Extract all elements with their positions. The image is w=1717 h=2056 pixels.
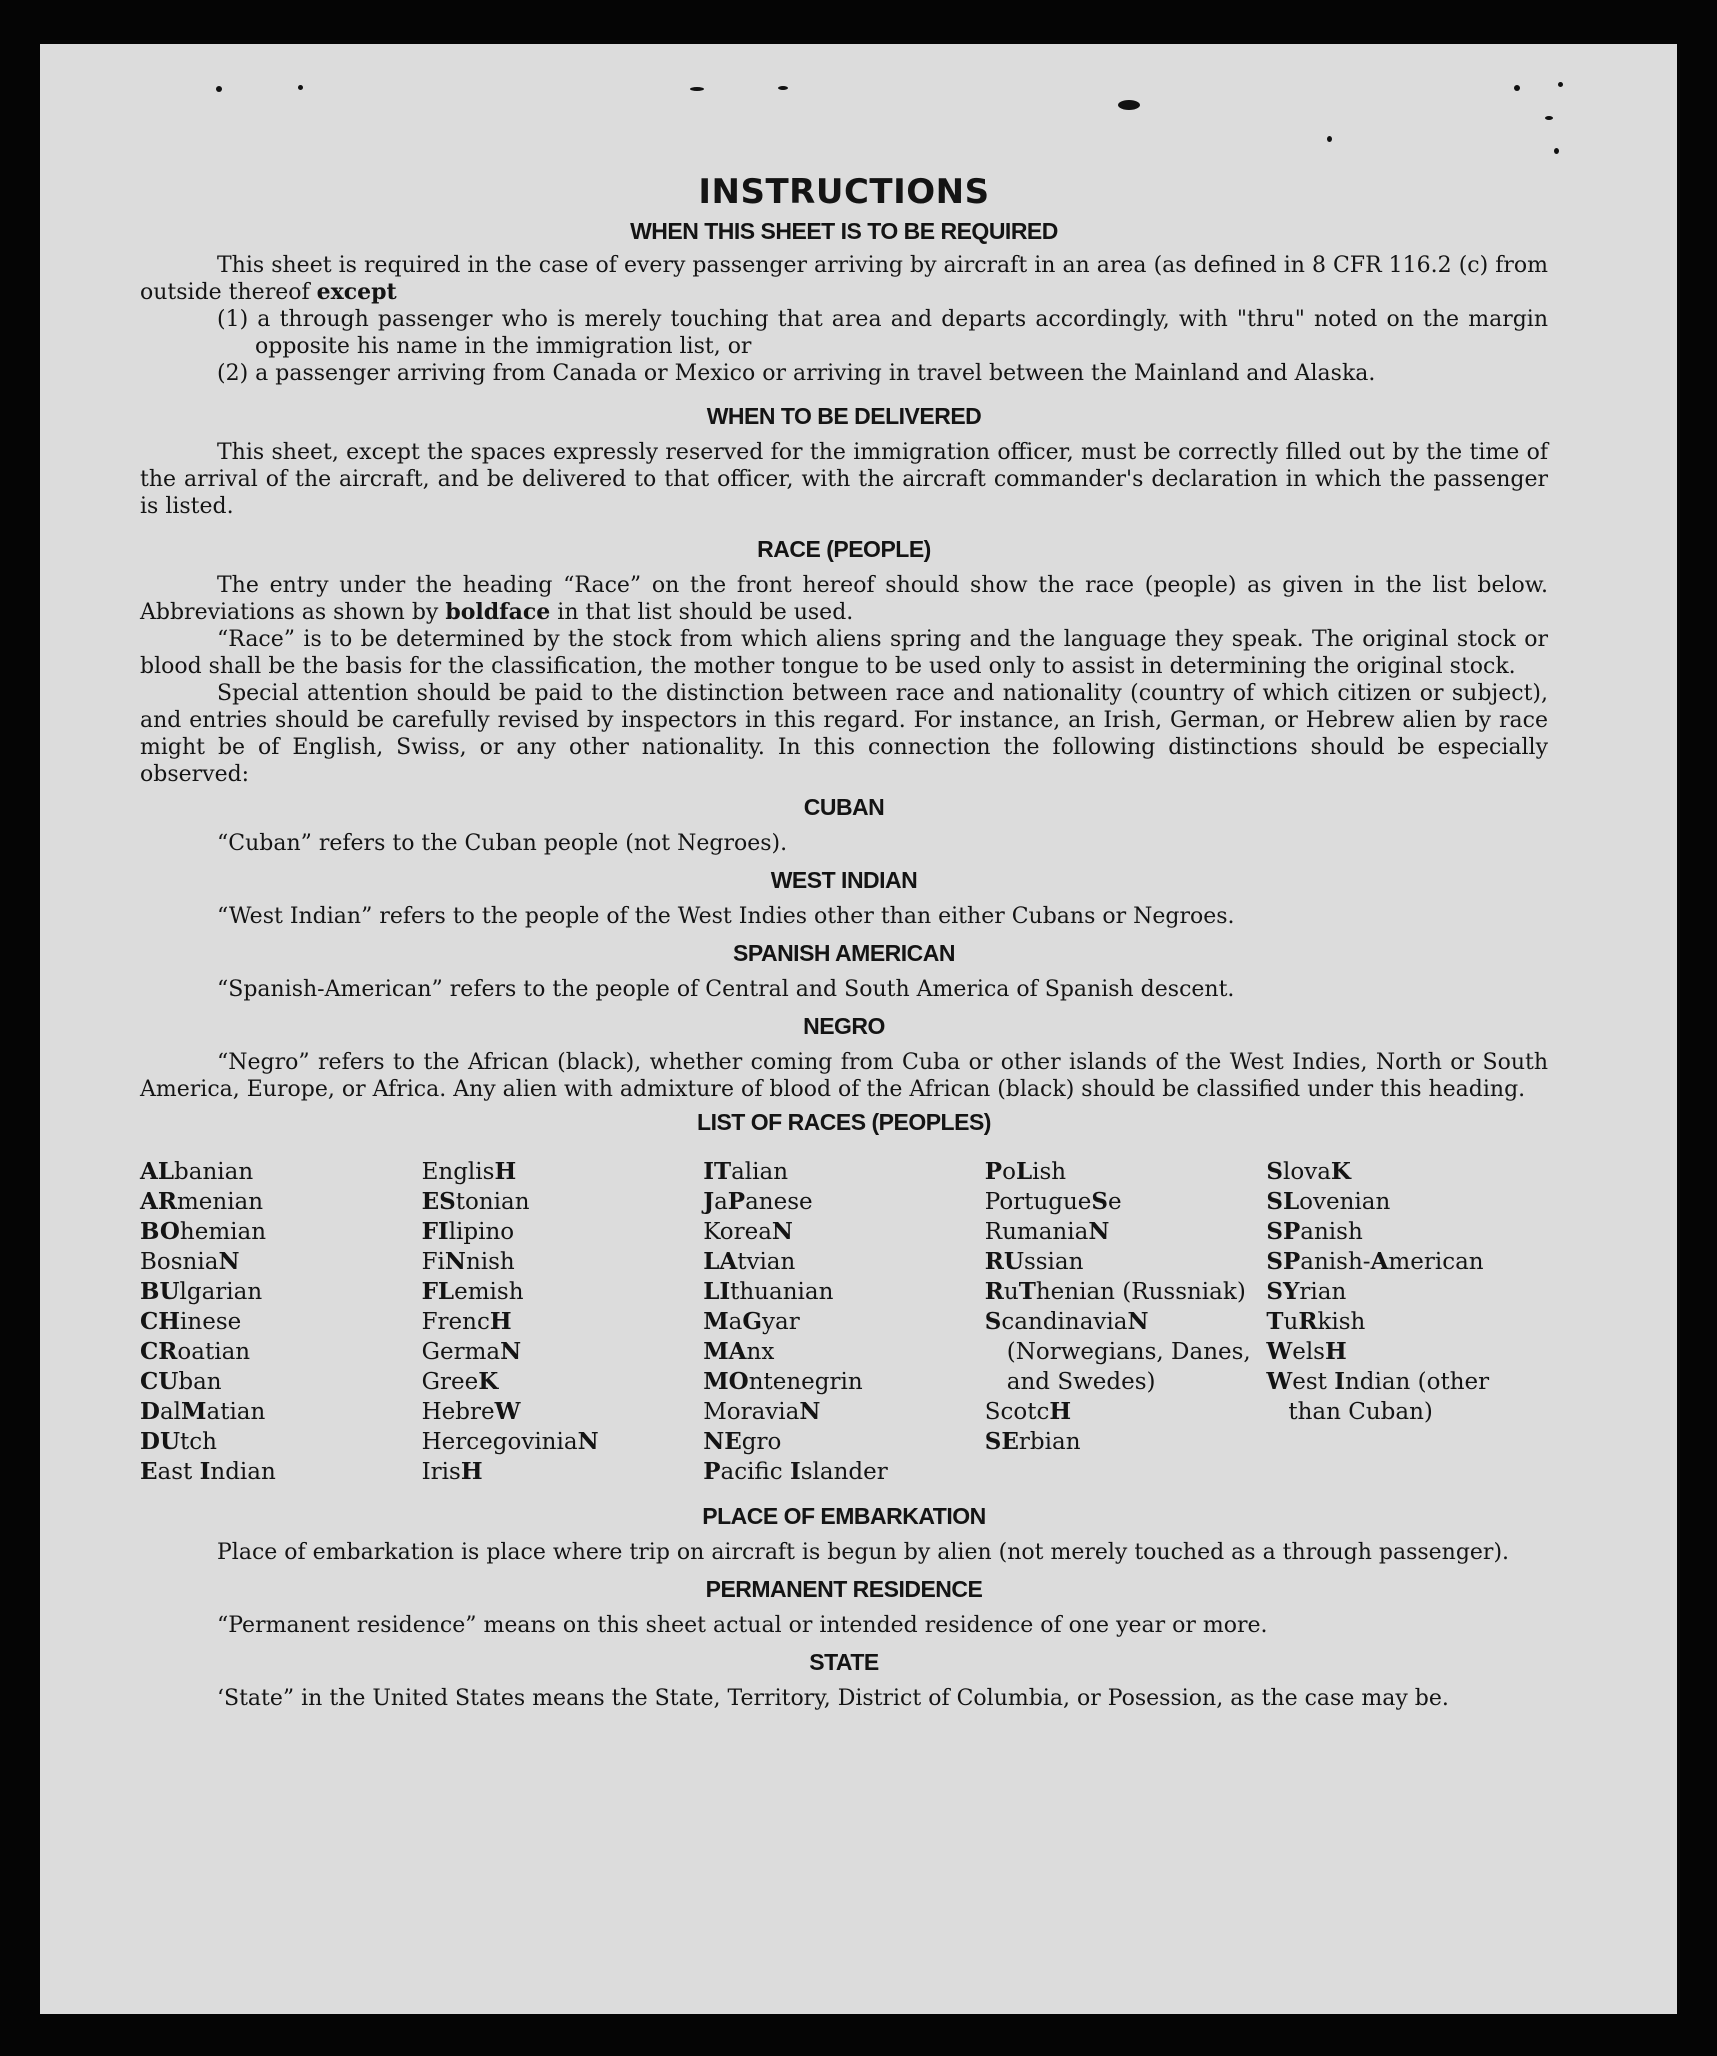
race-item: SLovenian: [1266, 1188, 1391, 1215]
race-item: KoreaN: [703, 1218, 793, 1245]
heading-negro: NEGRO: [803, 1013, 885, 1039]
heading-race: RACE (PEOPLE): [757, 536, 931, 562]
race-item: SPanish-American: [1266, 1248, 1484, 1275]
paragraph-permanent-residence: “Permanent residence” means on this sheet actual or intended residence of one year or more.: [217, 1613, 1268, 1638]
race-item: RuThenian (Russniak): [984, 1278, 1246, 1305]
race-column-3: [703, 1157, 985, 1487]
race-item: HercegoviniaN: [421, 1428, 599, 1455]
race-item: Pacific Islander: [703, 1458, 888, 1485]
race-item: GermaN: [421, 1338, 522, 1365]
heading-place-of-embarkation: PLACE OF EMBARKATION: [702, 1503, 986, 1529]
bold-boldface: boldface: [445, 599, 551, 625]
race-item: MaGyar: [703, 1308, 800, 1335]
heading-permanent-residence: PERMANENT RESIDENCE: [705, 1576, 983, 1602]
race-item: BUlgarian: [140, 1278, 263, 1305]
race-item: TuRkish: [1266, 1308, 1366, 1335]
race-item: East Indian: [140, 1458, 276, 1485]
race-item: PoLish: [984, 1158, 1067, 1185]
race-item: BOhemian: [140, 1218, 267, 1245]
race-item: SlovaK: [1266, 1158, 1351, 1185]
instructions-content: [140, 172, 1548, 1712]
race-item: RUssian: [984, 1248, 1084, 1275]
race-column-2: [422, 1157, 704, 1487]
race-item: FIlipino: [421, 1218, 515, 1245]
race-item: MOntenegrin: [703, 1368, 863, 1395]
race-item: ScotcH: [984, 1398, 1072, 1425]
paragraph-race-3: Special attention should be paid to the distinction between race and nationality (country of which citizen or subject), and entries should be carefully revised by inspectors in this regard. For instance, an Irish, German, or Hebrew alien by race might be of English, Swiss, or any other nationality. In this connection the following distinctions should be especially observed:: [140, 681, 1548, 787]
race-item: ScandinaviaN (Norwegians, Danes, and Swedes): [984, 1308, 1251, 1395]
exception-item-1: (1) a through passenger who is merely touching that area and departs accordingly, with "thru" noted on the margin opposite his name in the immigration list, or: [217, 307, 1548, 359]
race-item: CRoatian: [140, 1338, 251, 1365]
heading-list-of-races: LIST OF RACES (PEOPLES): [697, 1109, 991, 1135]
race-item: MoraviaN: [703, 1398, 821, 1425]
race-item: PortugueSe: [984, 1188, 1122, 1215]
heading-cuban: CUBAN: [803, 794, 885, 820]
race-list: [140, 1157, 1548, 1487]
paragraph-required: This sheet is required in the case of every passenger arriving by aircraft in an area (as defined in 8 CFR 116.2 (c) from outside thereof except: [140, 253, 1548, 305]
race-item: NEgro: [703, 1428, 782, 1455]
race-item: ITalian: [703, 1158, 789, 1185]
race-item: MAnx: [703, 1338, 775, 1365]
paragraph-embarkation: Place of embarkation is place where trip on aircraft is begun by alien (not merely touched as a through passenger).: [217, 1540, 1510, 1565]
race-item: FrencH: [421, 1308, 512, 1335]
race-item: SErbian: [984, 1428, 1081, 1455]
paragraph-race-1: The entry under the heading “Race” on the front hereof should show the race (people) as given in the list below. Abbreviations as shown by boldface in that list should be used.: [140, 573, 1548, 625]
race-item: LAtvian: [703, 1248, 796, 1275]
race-item: CHinese: [140, 1308, 242, 1335]
paragraph-state: ‘State” in the United States means the State, Territory, District of Columbia, or Posession, as the case may be.: [217, 1686, 1449, 1711]
race-item: GreeK: [421, 1368, 499, 1395]
paragraph-west-indian: “West Indian” refers to the people of the West Indies other than either Cubans or Negroes.: [217, 904, 1235, 929]
paragraph-cuban: “Cuban” refers to the Cuban people (not Negroes).: [217, 831, 788, 856]
race-item: EStonian: [421, 1188, 530, 1215]
race-item: RumaniaN: [984, 1218, 1110, 1245]
race-item: ALbanian: [140, 1158, 254, 1185]
heading-state: STATE: [809, 1649, 879, 1675]
race-item: SYrian: [1266, 1278, 1347, 1305]
race-column-5: [1266, 1157, 1548, 1487]
race-item: EnglisH: [421, 1158, 517, 1185]
race-item: DUtch: [140, 1428, 217, 1455]
paragraph-negro: “Negro” refers to the African (black), whether coming from Cuba or other islands of the West Indies, North or South America, Europe, or Africa. Any alien with admixture of blood of the African (black) should be classified under this heading.: [140, 1050, 1548, 1102]
race-item: FLemish: [421, 1278, 524, 1305]
paragraph-race-2: “Race” is to be determined by the stock from which aliens spring and the language they speak. The original stock or blood shall be the basis for the classification, the mother tongue to be used only to assist in determining the original stock.: [140, 627, 1548, 679]
heading-west-indian: WEST INDIAN: [770, 867, 918, 893]
exception-item-2: (2) a passenger arriving from Canada or Mexico or arriving in travel between the Mainland and Alaska.: [217, 361, 1376, 386]
heading-spanish-american: SPANISH AMERICAN: [732, 940, 955, 966]
race-item: LIthuanian: [703, 1278, 834, 1305]
race-item: West Indian (other than Cuban): [1266, 1368, 1490, 1425]
race-item: DalMatian: [140, 1398, 266, 1425]
race-item: BosniaN: [140, 1248, 240, 1275]
document-page: [40, 44, 1677, 2014]
race-item: ARmenian: [140, 1188, 264, 1215]
race-column-4: [985, 1157, 1267, 1487]
race-item: SPanish: [1266, 1218, 1363, 1245]
paragraph-delivered: This sheet, except the spaces expressly reserved for the immigration officer, must be correctly filled out by the time of the arrival of the aircraft, and be delivered to that officer, with the aircraft commander's declaration in which the passenger is listed.: [140, 440, 1548, 519]
bold-except: except: [316, 279, 397, 305]
heading-when-delivered: WHEN TO BE DELIVERED: [706, 403, 982, 429]
race-column-1: [140, 1157, 422, 1487]
page-title: INSTRUCTIONS: [698, 172, 990, 212]
race-item: CUban: [140, 1368, 222, 1395]
heading-when-required: WHEN THIS SHEET IS TO BE REQUIRED: [630, 218, 1058, 244]
race-item: HebreW: [421, 1398, 521, 1425]
paragraph-spanish-american: “Spanish-American” refers to the people of Central and South America of Spanish descent.: [217, 977, 1235, 1002]
race-item: IrisH: [421, 1458, 483, 1485]
race-item: FiNnish: [421, 1248, 515, 1275]
race-item: WelsH: [1266, 1338, 1347, 1365]
race-item: JaPanese: [703, 1188, 813, 1215]
